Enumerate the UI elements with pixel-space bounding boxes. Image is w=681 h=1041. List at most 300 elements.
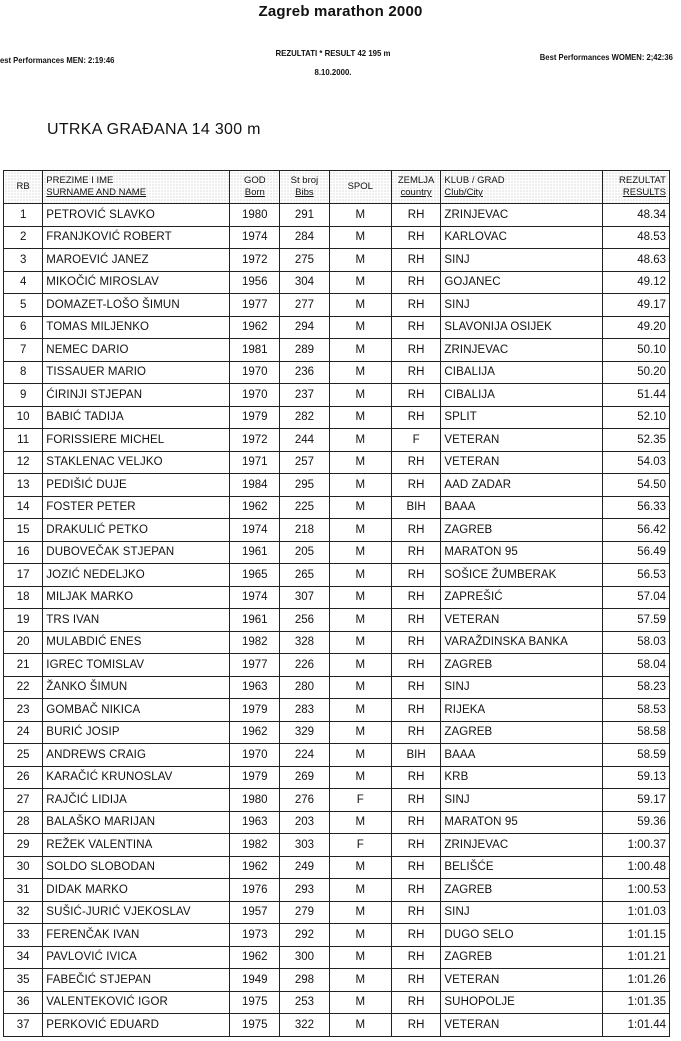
cell-club: SOŠICE ŽUMBERAK [441,564,602,587]
cell-name: GOMBAČ NIKICA [43,699,230,722]
cell-bib: 224 [280,744,330,767]
cell-country: RH [391,361,441,384]
cell-name: MAROEVIĆ JANEZ [43,249,230,272]
cell-bib: 300 [280,946,330,969]
cell-country: RH [391,991,441,1014]
cell-sex: M [329,474,391,497]
cell-name: TISSAUER MARIO [43,361,230,384]
cell-result: 48.63 [602,249,669,272]
cell-club: DUGO SELO [441,924,602,947]
result-header [246,44,421,82]
result-date: 8.10.2000. [314,67,352,77]
cell-bib: 265 [280,564,330,587]
cell-bib: 203 [280,811,330,834]
cell-bib: 244 [280,429,330,452]
cell-club: SINJ [441,249,602,272]
cell-bib: 328 [280,631,330,654]
cell-country: RH [391,294,441,317]
cell-club: VETERAN [441,1014,602,1037]
cell-club: SINJ [441,294,602,317]
cell-country: RH [391,699,441,722]
cell-bib: 249 [280,856,330,879]
cell-born: 1971 [230,451,280,474]
cell-sex: M [329,609,391,632]
cell-born: 1962 [230,721,280,744]
cell-bib: 284 [280,226,330,249]
cell-rank: 32 [4,901,43,924]
cell-result: 54.50 [602,474,669,497]
table-row [4,519,670,542]
cell-result: 58.23 [602,676,669,699]
cell-country: RH [391,339,441,362]
cell-name: DOMAZET-LOŠO ŠIMUN [43,294,230,317]
cell-born: 1970 [230,384,280,407]
cell-country: RH [391,586,441,609]
cell-country: RH [391,676,441,699]
cell-result: 1:01.21 [602,946,669,969]
table-row [4,811,670,834]
cell-sex: M [329,496,391,519]
cell-name: MILJAK MARKO [43,586,230,609]
cell-name: DUBOVEČAK STJEPAN [43,541,230,564]
cell-born: 1979 [230,699,280,722]
cell-country: RH [391,901,441,924]
cell-club: ZRINJEVAC [441,204,602,227]
table-row [4,721,670,744]
cell-result: 56.33 [602,496,669,519]
cell-result: 48.53 [602,226,669,249]
cell-result: 58.53 [602,699,669,722]
cell-club: SLAVONIJA OSIJEK [441,316,602,339]
cell-bib: 292 [280,924,330,947]
race-title: UTRKA GRAĐANA 14 300 m [47,121,261,138]
cell-rank: 19 [4,609,43,632]
cell-name: DIDAK MARKO [43,879,230,902]
cell-name: TRS IVAN [43,609,230,632]
cell-name: FORISSIERE MICHEL [43,429,230,452]
cell-name: BURIĆ JOSIP [43,721,230,744]
cell-result: 59.13 [602,766,669,789]
cell-country: RH [391,316,441,339]
cell-sex: M [329,924,391,947]
cell-born: 1974 [230,226,280,249]
cell-club: ZAGREB [441,654,602,677]
cell-result: 1:01.44 [602,1014,669,1037]
header-name: PREZIME I IME SURNAME AND NAME [43,171,230,204]
table-row [4,586,670,609]
cell-name: PAVLOVIĆ IVICA [43,946,230,969]
cell-bib: 304 [280,271,330,294]
cell-result: 58.58 [602,721,669,744]
cell-name: FERENČAK IVAN [43,924,230,947]
cell-country: RH [391,541,441,564]
cell-bib: 283 [280,699,330,722]
cell-bib: 253 [280,991,330,1014]
table-row [4,564,670,587]
cell-rank: 4 [4,271,43,294]
cell-rank: 26 [4,766,43,789]
cell-country: RH [391,969,441,992]
cell-country: RH [391,474,441,497]
cell-result: 58.04 [602,654,669,677]
cell-born: 1962 [230,856,280,879]
cell-club: CIBALIJA [441,384,602,407]
cell-result: 57.04 [602,586,669,609]
cell-club: KARLOVAC [441,226,602,249]
table-row [4,204,670,227]
cell-name: PETROVIĆ SLAVKO [43,204,230,227]
cell-sex: M [329,744,391,767]
cell-result: 48.34 [602,204,669,227]
cell-rank: 31 [4,879,43,902]
cell-result: 1:00.53 [602,879,669,902]
cell-country: RH [391,924,441,947]
cell-born: 1974 [230,586,280,609]
cell-born: 1979 [230,406,280,429]
table-row [4,339,670,362]
cell-sex: M [329,901,391,924]
cell-sex: M [329,406,391,429]
cell-rank: 34 [4,946,43,969]
cell-rank: 37 [4,1014,43,1037]
cell-bib: 226 [280,654,330,677]
results-table [3,170,670,1037]
table-row [4,631,670,654]
cell-club: SINJ [441,789,602,812]
cell-bib: 218 [280,519,330,542]
cell-sex: M [329,676,391,699]
cell-born: 1961 [230,609,280,632]
cell-rank: 36 [4,991,43,1014]
cell-name: BALAŠKO MARIJAN [43,811,230,834]
cell-rank: 20 [4,631,43,654]
cell-country: RH [391,879,441,902]
cell-rank: 2 [4,226,43,249]
cell-result: 57.59 [602,609,669,632]
cell-bib: 298 [280,969,330,992]
cell-rank: 9 [4,384,43,407]
table-row [4,699,670,722]
cell-country: RH [391,271,441,294]
cell-country: RH [391,946,441,969]
cell-name: ANDREWS CRAIG [43,744,230,767]
cell-club: KRB [441,766,602,789]
cell-club: BAAA [441,496,602,519]
cell-club: CIBALIJA [441,361,602,384]
cell-rank: 17 [4,564,43,587]
cell-country: RH [391,856,441,879]
table-row [4,946,670,969]
table-row [4,249,670,272]
cell-rank: 12 [4,451,43,474]
cell-sex: M [329,766,391,789]
cell-bib: 269 [280,766,330,789]
cell-country: RH [391,811,441,834]
cell-born: 1963 [230,811,280,834]
cell-club: VETERAN [441,609,602,632]
cell-rank: 35 [4,969,43,992]
table-row [4,744,670,767]
cell-club: ZAGREB [441,946,602,969]
cell-sex: M [329,519,391,542]
cell-rank: 3 [4,249,43,272]
cell-club: AAD ZADAR [441,474,602,497]
cell-rank: 29 [4,834,43,857]
table-row [4,766,670,789]
cell-name: KARAČIĆ KRUNOSLAV [43,766,230,789]
cell-club: SPLIT [441,406,602,429]
table-row [4,316,670,339]
cell-born: 1979 [230,766,280,789]
cell-sex: M [329,946,391,969]
cell-rank: 18 [4,586,43,609]
cell-club: MARATON 95 [441,811,602,834]
cell-sex: M [329,879,391,902]
table-row [4,271,670,294]
cell-born: 1975 [230,991,280,1014]
table-row [4,1014,670,1037]
cell-rank: 6 [4,316,43,339]
cell-country: RH [391,249,441,272]
cell-bib: 293 [280,879,330,902]
cell-name: IGREC TOMISLAV [43,654,230,677]
cell-sex: M [329,699,391,722]
cell-bib: 276 [280,789,330,812]
cell-sex: M [329,654,391,677]
cell-result: 1:01.15 [602,924,669,947]
cell-bib: 275 [280,249,330,272]
cell-result: 50.20 [602,361,669,384]
cell-club: ZRINJEVAC [441,834,602,857]
cell-country: RH [391,766,441,789]
cell-born: 1984 [230,474,280,497]
cell-club: SUHOPOLJE [441,991,602,1014]
cell-rank: 15 [4,519,43,542]
cell-club: ZAGREB [441,519,602,542]
table-row [4,789,670,812]
cell-country: RH [391,834,441,857]
cell-result: 50.10 [602,339,669,362]
cell-rank: 24 [4,721,43,744]
cell-sex: M [329,811,391,834]
best-performance-men: est Performances MEN: 2:19:46 [0,55,115,65]
cell-bib: 282 [280,406,330,429]
cell-result: 52.35 [602,429,669,452]
cell-name: MULABDIĆ ENES [43,631,230,654]
cell-born: 1980 [230,204,280,227]
cell-rank: 11 [4,429,43,452]
cell-result: 49.12 [602,271,669,294]
cell-club: BAAA [441,744,602,767]
cell-country: RH [391,609,441,632]
table-row [4,834,670,857]
table-row [4,991,670,1014]
cell-bib: 257 [280,451,330,474]
cell-rank: 27 [4,789,43,812]
cell-sex: M [329,586,391,609]
cell-rank: 33 [4,924,43,947]
cell-result: 51.44 [602,384,669,407]
table-row [4,901,670,924]
cell-result: 56.53 [602,564,669,587]
cell-club: SINJ [441,676,602,699]
cell-sex: F [329,834,391,857]
table-row [4,429,670,452]
cell-sex: M [329,631,391,654]
cell-club: MARATON 95 [441,541,602,564]
cell-bib: 307 [280,586,330,609]
cell-club: BELIŠĆE [441,856,602,879]
cell-country: RH [391,226,441,249]
cell-born: 1980 [230,789,280,812]
cell-result: 54.03 [602,451,669,474]
cell-result: 1:00.48 [602,856,669,879]
cell-born: 1977 [230,654,280,677]
cell-result: 1:01.26 [602,969,669,992]
cell-club: GOJANEC [441,271,602,294]
cell-name: JOZIĆ NEDELJKO [43,564,230,587]
table-row [4,924,670,947]
cell-bib: 205 [280,541,330,564]
cell-bib: 236 [280,361,330,384]
table-row [4,406,670,429]
cell-club: VETERAN [441,429,602,452]
cell-name: FRANJKOVIĆ ROBERT [43,226,230,249]
cell-born: 1982 [230,631,280,654]
cell-sex: M [329,339,391,362]
cell-country: BIH [391,496,441,519]
table-row [4,856,670,879]
cell-result: 56.49 [602,541,669,564]
cell-result: 49.17 [602,294,669,317]
cell-result: 52.10 [602,406,669,429]
header-club: KLUB / GRAD Club/City [441,171,602,204]
cell-sex: M [329,271,391,294]
cell-sex: M [329,384,391,407]
cell-sex: F [329,789,391,812]
cell-born: 1970 [230,744,280,767]
cell-sex: M [329,721,391,744]
table-row [4,226,670,249]
cell-born: 1982 [230,834,280,857]
cell-name: FABEČIĆ STJEPAN [43,969,230,992]
cell-rank: 28 [4,811,43,834]
cell-result: 56.42 [602,519,669,542]
cell-bib: 280 [280,676,330,699]
cell-bib: 322 [280,1014,330,1037]
cell-country: RH [391,654,441,677]
cell-born: 1957 [230,901,280,924]
cell-club: VETERAN [441,969,602,992]
cell-sex: M [329,204,391,227]
cell-name: ŽANKO ŠIMUN [43,676,230,699]
cell-club: ZRINJEVAC [441,339,602,362]
document-title: Zagreb marathon 2000 [258,3,423,20]
cell-born: 1962 [230,316,280,339]
table-row [4,676,670,699]
cell-sex: M [329,856,391,879]
cell-name: NEMEC DARIO [43,339,230,362]
header-born: GOD Born [230,171,280,204]
cell-name: REŽEK VALENTINA [43,834,230,857]
cell-country: RH [391,564,441,587]
cell-rank: 22 [4,676,43,699]
table-row [4,654,670,677]
cell-country: RH [391,631,441,654]
cell-born: 1973 [230,924,280,947]
cell-sex: M [329,969,391,992]
cell-bib: 291 [280,204,330,227]
cell-bib: 256 [280,609,330,632]
cell-rank: 8 [4,361,43,384]
cell-bib: 289 [280,339,330,362]
cell-rank: 7 [4,339,43,362]
cell-country: RH [391,1014,441,1037]
cell-rank: 16 [4,541,43,564]
cell-sex: M [329,541,391,564]
cell-born: 1974 [230,519,280,542]
table-row [4,384,670,407]
best-performance-women: Best Performances WOMEN: 2;42:36 [539,52,673,62]
cell-club: RIJEKA [441,699,602,722]
cell-club: SINJ [441,901,602,924]
cell-born: 1972 [230,429,280,452]
results-body [4,204,670,1037]
header-rb: RB [4,171,43,204]
cell-rank: 14 [4,496,43,519]
header-result: REZULTAT RESULTS [602,171,669,204]
cell-club: ZAPREŠIĆ [441,586,602,609]
cell-born: 1977 [230,294,280,317]
cell-sex: M [329,564,391,587]
cell-country: BIH [391,744,441,767]
cell-born: 1981 [230,339,280,362]
cell-sex: M [329,316,391,339]
cell-club: ZAGREB [441,879,602,902]
cell-bib: 329 [280,721,330,744]
cell-bib: 237 [280,384,330,407]
cell-bib: 303 [280,834,330,857]
header-country: ZEMLJA country [391,171,441,204]
cell-born: 1949 [230,969,280,992]
cell-born: 1976 [230,879,280,902]
cell-country: F [391,429,441,452]
cell-sex: M [329,451,391,474]
cell-name: MIKOČIĆ MIROSLAV [43,271,230,294]
cell-born: 1975 [230,1014,280,1037]
cell-sex: M [329,249,391,272]
cell-result: 1:01.03 [602,901,669,924]
table-row [4,609,670,632]
cell-born: 1972 [230,249,280,272]
cell-born: 1962 [230,946,280,969]
cell-result: 58.59 [602,744,669,767]
cell-country: RH [391,451,441,474]
cell-born: 1962 [230,496,280,519]
cell-rank: 10 [4,406,43,429]
cell-born: 1956 [230,271,280,294]
cell-rank: 30 [4,856,43,879]
table-row [4,496,670,519]
cell-rank: 13 [4,474,43,497]
cell-sex: M [329,429,391,452]
cell-country: RH [391,721,441,744]
result-distance: REZULTATI * RESULT 42 195 m [275,48,391,58]
table-row [4,294,670,317]
cell-rank: 1 [4,204,43,227]
cell-club: VARAŽDINSKA BANKA [441,631,602,654]
cell-bib: 294 [280,316,330,339]
